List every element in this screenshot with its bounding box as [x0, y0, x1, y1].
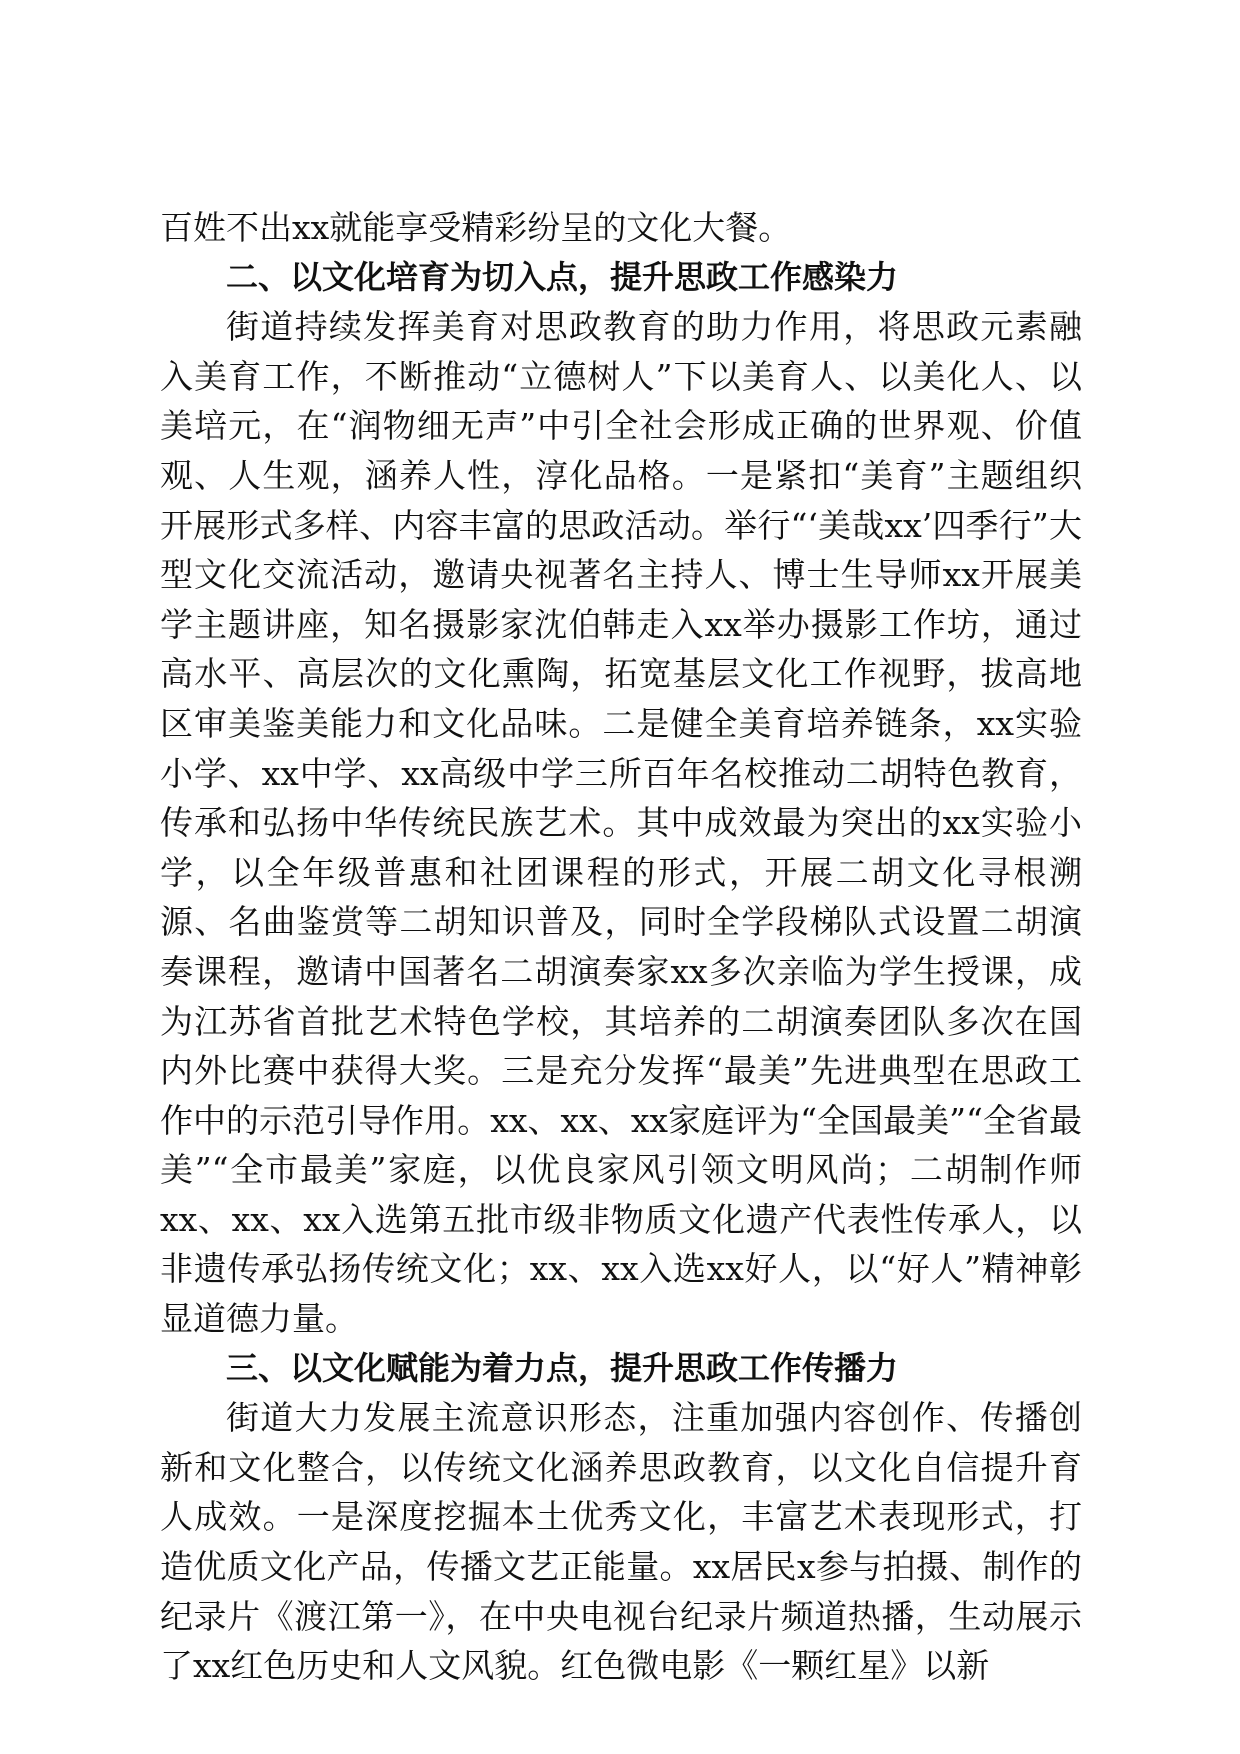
paragraph-section-2-body: 街道持续发挥美育对思政教育的助力作用，将思政元素融入美育工作，不断推动“立德树人”下以美育人、以美化人、以美培元，在“润物细无声”中引全社会形成正确的世界观、价值观、人生观，涵养人性，淳化品格。一是紧扣“美育”主题组织开展形式多样、内容丰富的思政活动。举行“‘美哉xx’四季行”大型文化交流活动，邀请央视著名主持人、博士生导师xx开展美学主题讲座，知名摄影家沈伯韩走入xx举办摄影工作坊，通过高水平、高层次的文化熏陶，拓宽基层文化工作视野，拔高地区审美鉴美能力和文化品味。二是健全美育培养链条，xx实验小学、xx中学、xx高级中学三所百年名校推动二胡特色教育，传承和弘扬中华传统民族艺术。其中成效最为突出的xx实验小学，以全年级普惠和社团课程的形式，开展二胡文化寻根溯源、名曲鉴赏等二胡知识普及，同时全学段梯队式设置二胡演奏课程，邀请中国著名二胡演奏家xx多次亲临为学生授课，成为江苏省首批艺术特色学校，其培养的二胡演奏团队多次在国内外比赛中获得大奖。三是充分发挥“最美”先进典型在思政工作中的示范引导作用。xx、xx、xx家庭评为“全国最美”“全省最美”“全市最美”家庭，以优良家风引领文明风尚；二胡制作师xx、xx、xx入选第五批市级非物质文化遗产代表性传承人，以非遗传承弘扬传统文化；xx、xx入选xx好人，以“好人”精神彰显道德力量。	[160, 307, 1082, 1339]
document-page	[160, 203, 1082, 1691]
section-heading-3: 三、以文化赋能为着力点，提升思政工作传播力	[226, 1348, 899, 1387]
paragraph-continuation: 百姓不出xx就能享受精彩纷呈的文化大餐。	[160, 208, 792, 247]
paragraph-section-3-body: 街道大力发展主流意识形态，注重加强内容创作、传播创新和文化整合，以传统文化涵养思政教育，以文化自信提升育人成效。一是深度挖掘本土优秀文化，丰富艺术表现形式，打造优质文化产品，传播文艺正能量。xx居民x参与拍摄、制作的纪录片《渡江第一》，在中央电视台纪录片频道热播，生动展示了xx红色历史和人文风貌。红色微电影《一颗红星》以新	[160, 1398, 1082, 1686]
section-heading-2: 二、以文化培育为切入点，提升思政工作感染力	[226, 257, 899, 296]
